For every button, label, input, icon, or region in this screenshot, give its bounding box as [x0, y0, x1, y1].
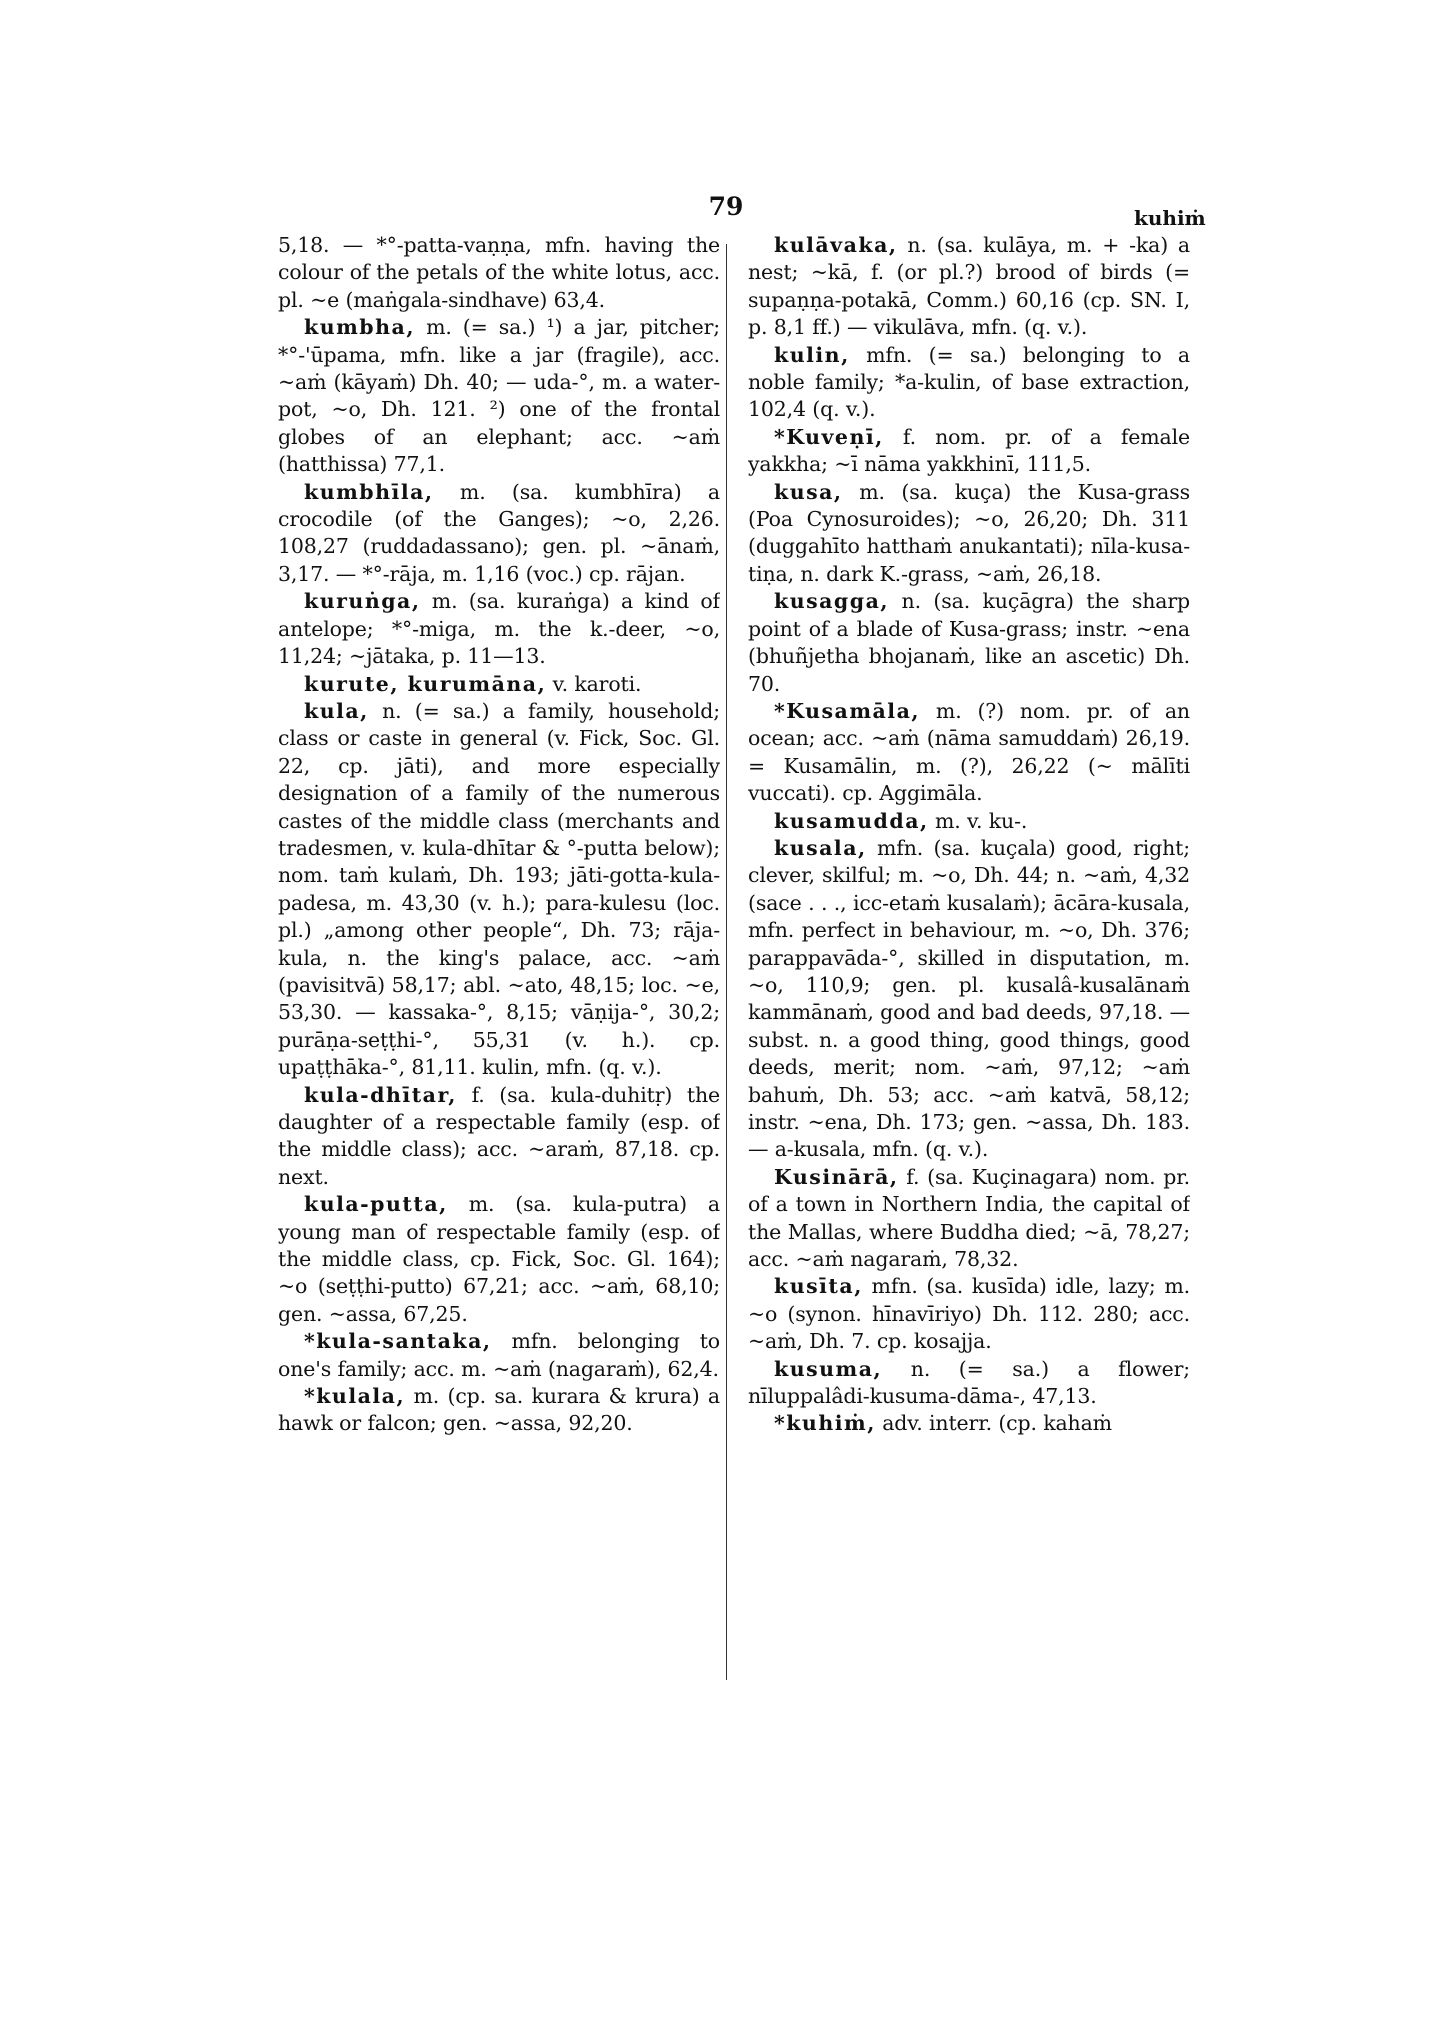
- dictionary-entry: [278, 314, 720, 478]
- entry-text: f. (sa. Kuçinagara) nom. pr. of a town in Northern India, the capital of the Mallas, where Buddha died; ~ā, 78,27; acc. ~aṁ nagaraṁ, 78,32.: [748, 1164, 1190, 1272]
- dictionary-entry: [748, 835, 1190, 1164]
- left-column: [278, 232, 720, 1782]
- entry-text: n. (= sa.) a flower; nīluppalâdi-kusuma-dāma-, 47,13.: [748, 1356, 1190, 1409]
- entry-headword: kulin,: [774, 342, 850, 367]
- dictionary-entry: [748, 232, 1190, 342]
- entry-headword: kusamudda,: [774, 808, 929, 833]
- entry-headword: kusagga,: [774, 589, 890, 614]
- entry-headword: kusīta,: [774, 1274, 863, 1299]
- dictionary-entry: [278, 232, 720, 314]
- entry-headword: kumbha,: [304, 315, 415, 340]
- right-column: [748, 232, 1190, 1782]
- column-divider: [726, 244, 727, 1680]
- dictionary-entry: [278, 698, 720, 1082]
- dictionary-entry: [278, 671, 720, 698]
- entry-text: m. (?) nom. pr. of an ocean; acc. ~aṁ (nāma samuddaṁ) 26,19. = Kusamālin, m. (?), 26,22 (~ mālīti vuccati). cp. Aggimāla.: [748, 698, 1190, 806]
- dictionary-entry: [748, 588, 1190, 698]
- dictionary-entry: [278, 1383, 720, 1438]
- dictionary-entry: [278, 588, 720, 670]
- entry-headword: Kusinārā,: [774, 1164, 899, 1189]
- dictionary-entry: [278, 1082, 720, 1192]
- entry-text: mfn. (= sa.) belonging to a noble family; *a-kulin, of base extraction, 102,4 (q. v.).: [748, 342, 1190, 422]
- dictionary-entry: [748, 479, 1190, 589]
- entry-headword: kula-dhītar,: [304, 1082, 457, 1107]
- dictionary-entry: [278, 1328, 720, 1383]
- page-number: 79: [708, 192, 744, 221]
- entry-text: mfn. (sa. kuçala) good, right; clever, skilful; m. ~o, Dh. 44; n. ~aṁ, 4,32 (sace . . ., icc-etaṁ kusalaṁ); ācāra-kusala, mfn. perfect in behaviour, m. ~o, Dh. 376; parappavāda-°, skilled in disputation, m. ~o, 110,9; gen. pl. kusalâ-kusalānaṁ kammānaṁ, good and bad deeds, 97,18. — subst. n. a good thing, good things, good deeds, merit; nom. ~aṁ, 97,12; ~aṁ bahuṁ, Dh. 53; acc. ~aṁ katvā, 58,12; instr. ~ena, Dh. 173; gen. ~assa, Dh. 183. — a-kusala, mfn. (q. v.).: [748, 835, 1190, 1162]
- dictionary-entry: [278, 479, 720, 589]
- entry-text: v. karoti.: [552, 671, 642, 696]
- entry-text: m. (sa. kuraṅga) a kind of antelope; *°-miga, m. the k.-deer, ~o, 11,24; ~jātaka, p. 11—13.: [278, 589, 720, 669]
- entry-text: m. v. ku-.: [935, 808, 1028, 833]
- entry-headword: *kuhiṁ,: [774, 1411, 876, 1436]
- dictionary-entry: [748, 1410, 1190, 1437]
- entry-text: mfn. (sa. kusīda) idle, lazy; m. ~o (synon. hīnavīriyo) Dh. 112. 280; acc. ~aṁ, Dh. 7. cp. kosajja.: [748, 1274, 1190, 1354]
- dictionary-entry: [748, 424, 1190, 479]
- entry-text: n. (= sa.) a family, household; class or caste in general (v. Fick, Soc. Gl. 22, cp. jāti), and more especially designation of a family of the numerous castes of the middle class (merchants and tradesmen, v. kula-dhītar & °-putta below); nom. taṁ kulaṁ, Dh. 193; jāti-gotta-kula-padesa, m. 43,30 (v. h.); para-kulesu (loc. pl.) „among other people“, Dh. 73; rāja-kula, n. the king's palace, acc. ~aṁ (pavisitvā) 58,17; abl. ~ato, 48,15; loc. ~e, 53,30. — kassaka-°, 8,15; vāṇija-°, 30,2; purāṇa-seṭṭhi-°, 55,31 (v. h.). cp. upaṭṭhāka-°, 81,11. kulin, mfn. (q. v.).: [278, 698, 720, 1080]
- dictionary-entry: [278, 1191, 720, 1328]
- entry-headword: kumbhīla,: [304, 479, 434, 504]
- entry-headword: *Kuveṇī,: [774, 424, 884, 449]
- dictionary-entry: [748, 342, 1190, 424]
- entry-text: m. (= sa.) ¹) a jar, pitcher; *°-'ūpama, mfn. like a jar (fragile), acc. ~aṁ (kāyaṁ) Dh. 40; — uda-°, m. a water-pot, ~o, Dh. 121. ²) one of the frontal globes of an elephant; acc. ~aṁ (hatthissa) 77,1.: [278, 315, 720, 477]
- dictionary-entry: [748, 698, 1190, 808]
- entry-headword: kurute, kurumāna,: [304, 671, 547, 696]
- entry-headword: *kulala,: [304, 1384, 406, 1409]
- entry-text: adv. interr. (cp. kahaṁ: [882, 1411, 1112, 1436]
- dictionary-entry: [748, 1164, 1190, 1274]
- entry-text: m. (sa. kuça) the Kusa-grass (Poa Cynosuroides); ~o, 26,20; Dh. 311 (duggahīto hatthaṁ anukantati); nīla-kusa-tiṇa, n. dark K.-grass, ~aṁ, 26,18.: [748, 479, 1190, 586]
- entry-text: m. (sa. kula-putra) a young man of respectable family (esp. of the middle class, cp. Fick, Soc. Gl. 164); ~o (seṭṭhi-putto) 67,21; acc. ~aṁ, 68,10; gen. ~assa, 67,25.: [278, 1192, 720, 1326]
- dictionary-entry: [748, 1356, 1190, 1411]
- entry-headword: *kula-santaka,: [304, 1329, 492, 1354]
- entry-text: n. (sa. kulāya, m. + -ka) a nest; ~kā, f. (or pl.?) brood of birds (= supaṇṇa-potakā, Comm.) 60,16 (cp. SN. I, p. 8,1 ff.) — vikulāva, mfn. (q. v.).: [748, 233, 1190, 340]
- entry-text: m. (sa. kumbhīra) a crocodile (of the Ganges); ~o, 2,26. 108,27 (ruddadassano); gen. pl. ~ānaṁ, 3,17. — *°-rāja, m. 1,16 (voc.) cp. rājan.: [278, 479, 720, 586]
- dictionary-entry: [748, 808, 1190, 835]
- entry-text: 5,18. — *°-patta-vaṇṇa, mfn. having the colour of the petals of the white lotus, acc. pl. ~e (maṅgala-sindhave) 63,4.: [278, 233, 720, 312]
- entry-headword: kula,: [304, 698, 369, 723]
- dictionary-entry: [748, 1273, 1190, 1355]
- entry-headword: kusuma,: [774, 1356, 883, 1381]
- entry-text: mfn. belonging to one's family; acc. m. ~aṁ (nagaraṁ), 62,4.: [278, 1329, 720, 1381]
- entry-headword: kula-putta,: [304, 1192, 448, 1217]
- entry-text: f. nom. pr. of a female yakkha; ~ī nāma yakkhinī, 111,5.: [748, 424, 1190, 477]
- entry-text: f. (sa. kula-duhitṛ) the daughter of a respectable family (esp. of the middle class); acc. ~araṁ, 87,18. cp. next.: [278, 1082, 720, 1189]
- entry-headword: *Kusamāla,: [774, 698, 920, 723]
- entry-headword: kuruṅga,: [304, 589, 421, 614]
- entry-headword: kusala,: [774, 835, 867, 860]
- running-head: kuhiṁ: [1134, 206, 1206, 230]
- entry-headword: kulāvaka,: [774, 233, 898, 257]
- entry-text: m. (cp. sa. kurara & krura) a hawk or falcon; gen. ~assa, 92,20.: [278, 1384, 720, 1436]
- entry-text: n. (sa. kuçāgra) the sharp point of a blade of Kusa-grass; instr. ~ena (bhuñjetha bhojanaṁ, like an ascetic) Dh. 70.: [748, 589, 1190, 696]
- entry-headword: kusa,: [774, 479, 843, 504]
